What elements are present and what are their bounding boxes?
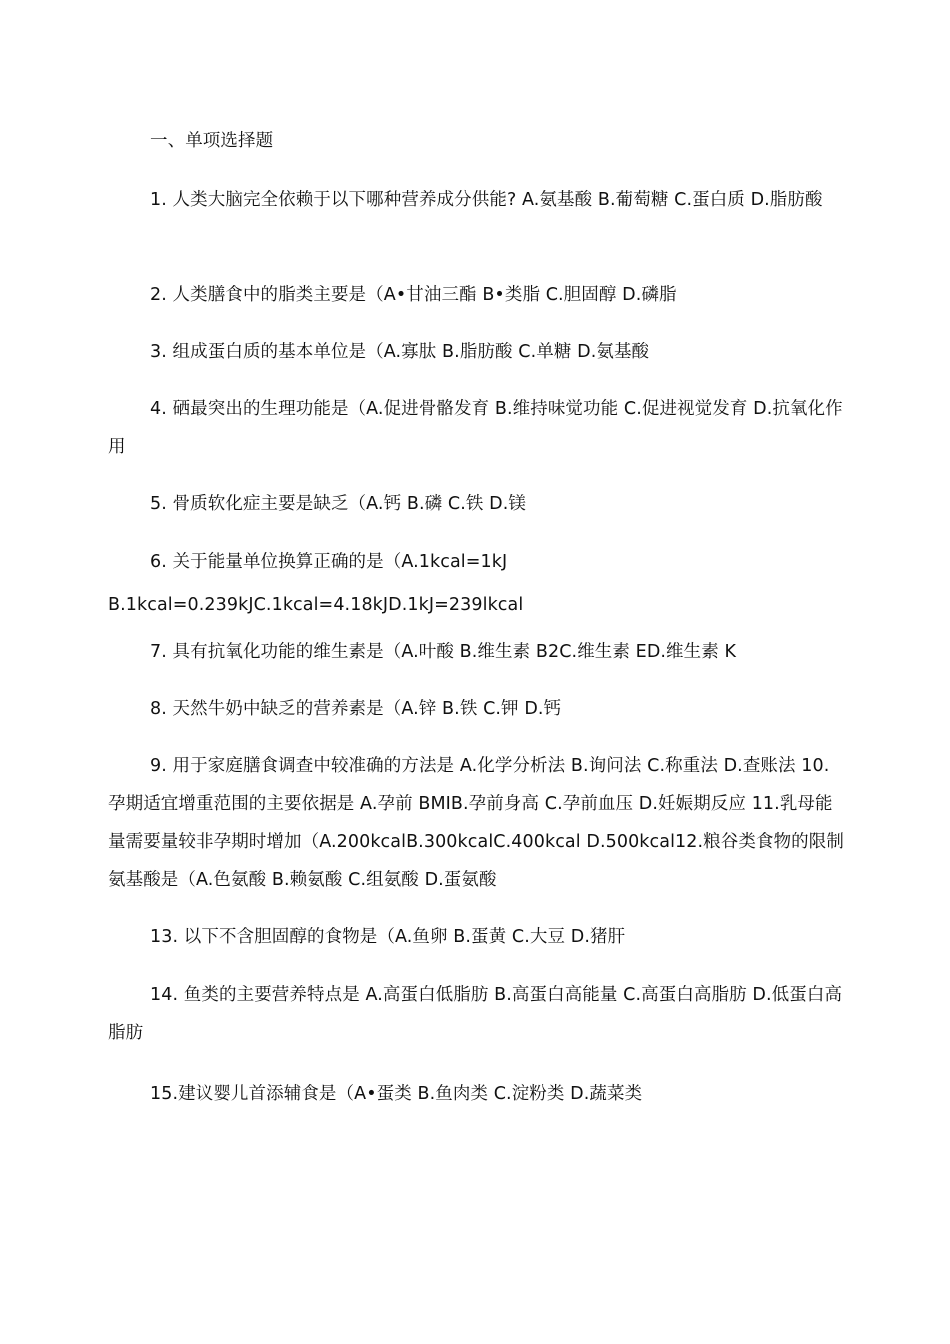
question-14: 14. 鱼类的主要营养特点是 A.高蛋白低脂肪 B.高蛋白高能量 C.高蛋白高脂肪 D.低蛋白高脂肪: [108, 985, 843, 1043]
question-6-line-2: B.1kcal=0.239kJC.1kcal=4.18kJD.1kJ=239lkcal: [108, 595, 524, 615]
question-2: 2. 人类膳食中的脂类主要是（A•甘油三酯 B•类脂 C.胆固醇 D.磷脂: [150, 285, 677, 305]
question-3: 3. 组成蛋白质的基本单位是（A.寡肽 B.脂肪酸 C.单糖 D.氨基酸: [150, 342, 650, 362]
question-1: 1. 人类大脑完全依赖于以下哪种营养成分供能? A.氨基酸 B.葡萄糖 C.蛋白质 D.脂肪酸: [150, 190, 823, 210]
question-8: 8. 天然牛奶中缺乏的营养素是（A.锌 B.铁 C.钾 D.钙: [150, 699, 562, 719]
question-6-line-1: 6. 关于能量单位换算正确的是（A.1kcal=1kJ: [150, 552, 508, 572]
question-9-12-block: 9. 用于家庭膳食调查中较准确的方法是 A.化学分析法 B.询问法 C.称重法 D.查账法 10.孕期适宜增重范围的主要依据是 A.孕前 BMIB.孕前身高 C.孕前血压 D.妊娠期反应 11.乳母能量需要量较非孕期时增加（A.200kcalB.300kcalC.400kcal D.500kcal12.粮谷类食物的限制氨基酸是（A.色氨酸 B.赖氨酸 C.组氨酸 D.蛋氨酸: [108, 756, 844, 890]
question-15: 15.建议婴儿首添辅食是（A•蛋类 B.鱼肉类 C.淀粉类 D.蔬菜类: [150, 1084, 643, 1104]
question-5: 5. 骨质软化症主要是缺乏（A.钙 B.磷 C.铁 D.镁: [150, 494, 526, 514]
section-title: 一、单项选择题: [150, 131, 274, 151]
question-4: 4. 硒最突出的生理功能是（A.促进骨骼发育 B.维持味觉功能 C.促进视觉发育 D.抗氧化作用: [108, 399, 843, 457]
question-13: 13. 以下不含胆固醇的食物是（A.鱼卵 B.蛋黄 C.大豆 D.猪肝: [150, 927, 626, 947]
question-7: 7. 具有抗氧化功能的维生素是（A.叶酸 B.维生素 B2C.维生素 ED.维生素 K: [150, 642, 737, 662]
